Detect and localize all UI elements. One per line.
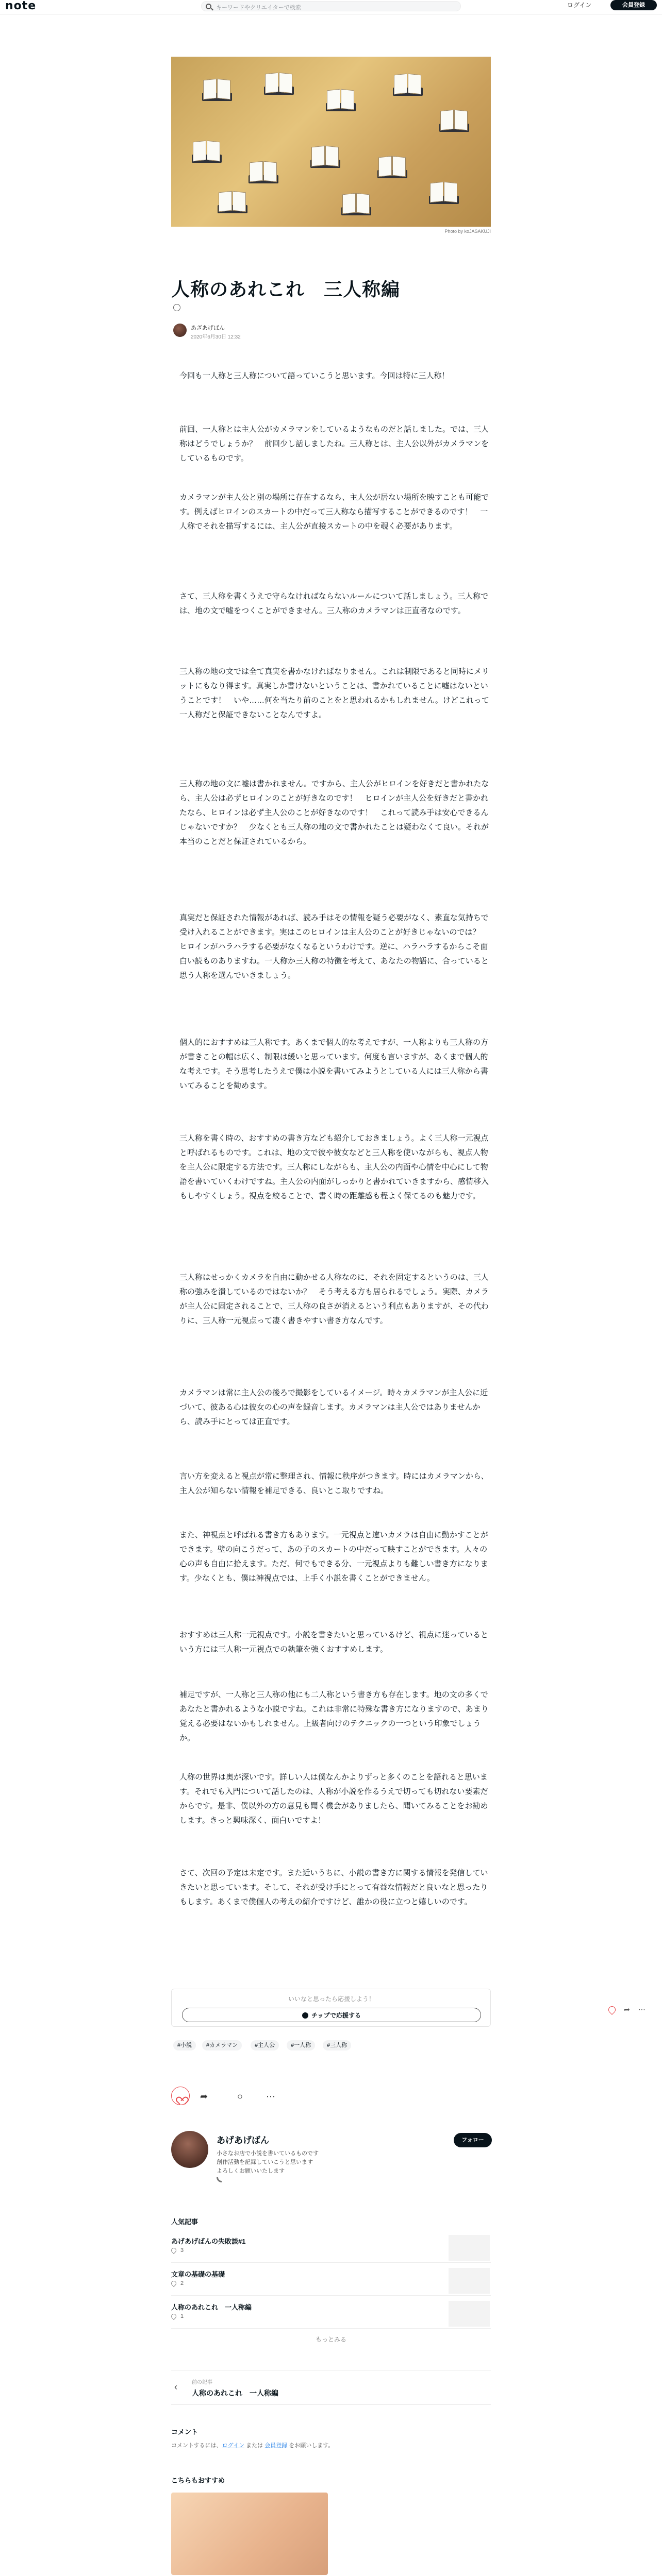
rss-icon[interactable] <box>217 2177 222 2182</box>
comments-signup-link[interactable]: 会員登録 <box>264 2443 288 2449</box>
body-paragraph: さて、次回の予定は未定です。また近いうちに、小説の書き方に関する情報を発信していきたいと思っています。そして、それが受け手にとって有益な情報だと良いなと思ったりもします。あくまで僕個人の考えの紹介ですけど、誰かの役に立つと嬉しいのです。 <box>179 1869 488 1906</box>
like-button[interactable] <box>171 2087 190 2105</box>
comments-heading: コメント <box>171 2428 198 2436</box>
body-paragraph: 今回も一人称と三人称について語っていこうと思います。今回は特に三人称！ <box>179 371 450 380</box>
body-paragraph: 個人的におすすめは三人称です。あくまで個人的な考えですが、一人称よりも三人称の方が書きことの幅は広く、制限は緩いと思っています。何度も言いますが、あくまで個人的な考えです。そう思考したうえで僕は小説を書いてみようとしている人には三人称から書いてみることを勧めます。 <box>179 1038 488 1090</box>
author-name[interactable]: あざあげばん <box>191 325 225 331</box>
popular-thumbnail <box>449 2301 490 2327</box>
tip-icon <box>302 2012 308 2019</box>
popular-item-title: 人称のあれこれ 一人称編 <box>171 2303 252 2311</box>
tag[interactable]: #カメラマン <box>202 2040 242 2050</box>
popular-item-likes: 1 <box>180 2313 184 2319</box>
popular-item-likes: 2 <box>180 2280 184 2286</box>
post-date: 2020年6月30日 12:32 <box>191 334 241 340</box>
tag[interactable]: #小説 <box>173 2040 196 2050</box>
body-paragraph: 補足ですが、一人称と三人称の他にも二人称という書き方も存在します。地の文の多くであなたと書かれるような小説ですね。これは非常に特殊な書き方になりますので、あまり覚える必要はないかもしれません。上級者向けのテクニックの一つという印象でしょうか。 <box>179 1690 489 1742</box>
body-paragraph: 三人称の地の文に嘘は書かれません。ですから、主人公がヒロインを好きだと書かれたなら、主人公は必ずヒロインのことが好きなのです！ ヒロインが主人公を好きだと書かれたなら、ヒロインは必ず主人公のことが好きなのです！ これって読み手は安心できるんじゃないですか？ 少なくとも三人称の地の文で書かれたことは疑わなくて良い。それが本当のことだと保証されているから。 <box>179 779 489 846</box>
hero-image <box>171 57 491 227</box>
comments-login-link[interactable]: ログイン <box>222 2443 245 2449</box>
body-paragraph: また、神視点と呼ばれる書き方もあります。一元視点と違いカメラは自由に動かすことができます。壁の向こうだって、あの子のスカートの中だって映すことができます。人々の心の声も自由に拾えます。ただ、何でもできる分、一元視点よりも難しい書き方になります。少なくとも、僕は神視点では、上手く小説を書くことができません。 <box>179 1531 488 1583</box>
top-bar <box>0 0 662 14</box>
more-icon[interactable]: ⋯ <box>266 2091 275 2102</box>
creator-avatar[interactable] <box>171 2131 208 2168</box>
book-icon <box>218 190 247 212</box>
recommend-heading: こちらもおすすめ <box>171 2477 225 2484</box>
share-icon[interactable]: ➦ <box>624 2005 630 2013</box>
body-paragraph: 言い方を変えると視点が常に整理され、情報に秩序がつきます。時にはカメラマンから、主人公が知らない情報を補足できる、良いとこ取りですね。 <box>179 1472 489 1495</box>
prev-article[interactable] <box>171 2370 491 2405</box>
book-icon <box>192 139 222 162</box>
creator-bio: 小さなお店で小説を書いているものです 創作活動を記録していこうと思います よろしくお願いいたします <box>217 2150 319 2174</box>
body-paragraph: 真実だと保証された情報があれば、読み手はその情報を疑う必要がなく、素直な気持ちで受け入れることができます。実はこのヒロインは主人公のことが好きじゃないのでは？ ヒロインがハラハラする必要がなくなるというわけです。逆に、ハラハラするからこそ面白い読ものありますね。一人称か三人称の特徴を考えて、あなたの物語に、合っていると思う人称を選んでいきましょう。 <box>179 913 489 980</box>
chevron-left-icon: ‹ <box>174 2382 177 2392</box>
tag[interactable]: #主人公 <box>251 2040 279 2050</box>
membership-icon <box>173 304 180 311</box>
book-icon <box>264 71 294 94</box>
more-icon[interactable]: ⋯ <box>638 2005 646 2013</box>
book-icon <box>341 192 371 214</box>
signup-button[interactable]: 会員登録 <box>610 0 657 10</box>
follow-button[interactable]: フォロー <box>454 2133 492 2147</box>
body-paragraph: 三人称を書く時の、おすすめの書き方なども紹介しておきましょう。よく三人称一元視点と呼ばれるものです。これは、地の文で彼や彼女などと三人称を使いながらも、視点人物を主人公に限定する方法です。三人称にしながらも、主人公の内面や心情を中心にして物語を書いていくわけですね。主人公の内面がしっかりと書かれていきますから、感情移入もしやすくしょう。視点を絞ることで、書く時の距離感も程よく保てるのも魅力です。 <box>179 1134 489 1200</box>
card-image <box>334 2493 491 2575</box>
popular-thumbnail <box>449 2235 490 2261</box>
support-box <box>171 1989 491 2027</box>
tip-button[interactable] <box>182 2008 481 2022</box>
body-paragraph: 人称の世界は奥が深いです。詳しい人は僕なんかよりずっと多くのことを語れると思います。それでも入門について話したのは、人称が小説を作るうえで切っても切れない要素だからです。是非、僕以外の方の意見も聞く機会がありましたら、聞いてみることをお勧めします。きっと興味深く、面白いですよ！ <box>179 1773 488 1825</box>
card-image <box>171 2493 328 2575</box>
book-icon <box>310 144 340 167</box>
popular-thumbnail <box>449 2268 490 2294</box>
book-icon <box>439 108 469 131</box>
book-icon <box>202 77 232 100</box>
tag[interactable]: #三人称 <box>323 2040 351 2050</box>
body-paragraph: 三人称の地の文では全て真実を書かなければなりません。これは制限であると同時にメリットにもなり得ます。真実しか書けないということは、書かれていることに嘘はないということです！ いや……何を当たり前のことをと思われるかもしれません。けどこれって一人称だと保証できないことなんですよ。 <box>179 667 489 719</box>
popular-item-title: 文章の基礎の基礎 <box>171 2270 225 2278</box>
login-button[interactable]: ログイン <box>567 2 592 9</box>
body-paragraph: カメラマンが主人公と別の場所に存在するなら、主人公が居ない場所を映すことも可能です。例えばヒロインのスカートの中だって三人称なら描写することができるのです！ 一人称でそれを描写するには、主人公が直接スカートの中を覗く必要があります。 <box>179 493 489 531</box>
creator-name[interactable]: あげあげばん <box>217 2136 269 2145</box>
comment-icon[interactable]: ○ <box>237 2091 243 2102</box>
photo-credit: Photo by koJASAKUJI <box>444 229 491 234</box>
popular-item-likes: 3 <box>180 2247 184 2253</box>
comments-login-prompt <box>171 2441 334 2449</box>
share-icon[interactable]: ➦ <box>200 2091 208 2102</box>
popular-item-title: あげあげばんの失敗談#1 <box>171 2238 246 2245</box>
popular-heading: 人気記事 <box>171 2218 198 2226</box>
heart-icon <box>177 2093 185 2100</box>
body-paragraph: さて、三人称を書くうえで守らなければならないルールについて話しましょう。三人称では、地の文で嘘をつくことができません。三人称のカメラマンは正直者なのです。 <box>179 592 489 615</box>
heart-icon <box>170 2313 177 2320</box>
body-paragraph: カメラマンは常に主人公の後ろで撮影をしているイメージ。時々カメラマンが主人公に近づいて、彼ある心は彼女の心の声を録音します。カメラマンは主人公ではありませんから、読み手にとっては正直です。 <box>179 1388 488 1426</box>
note-logo[interactable]: note <box>5 0 37 12</box>
book-icon <box>326 88 356 110</box>
book-icon <box>429 180 459 203</box>
author-avatar[interactable] <box>173 324 187 337</box>
search-placeholder: キーワードやクリエイターで検索 <box>216 5 301 11</box>
body-paragraph: おすすめは三人称一元視点です。小説を書きたいと思っているけど、視点に迷っているという方には三人称一元視点での執筆を強くおすすめします。 <box>179 1631 488 1654</box>
search-input[interactable] <box>201 1 461 11</box>
tip-button-label: チップで応援する <box>311 2012 361 2019</box>
book-icon <box>393 72 423 95</box>
comments-text: または <box>244 2443 265 2449</box>
heart-icon <box>170 2280 177 2287</box>
tag[interactable]: #一人称 <box>287 2040 315 2050</box>
book-icon <box>377 155 407 177</box>
popular-item[interactable] <box>171 2233 491 2263</box>
body-paragraph: 前回、一人称とは主人公がカメラマンをしているようなものだと話しました。では、三人称はどうでしょうか？ 前回少し話しましたね。三人称とは、主人公以外がカメラマンをしているものです。 <box>179 425 489 463</box>
comments-text: をお願いします。 <box>287 2443 334 2449</box>
search-icon <box>206 4 211 9</box>
heart-icon <box>170 2247 177 2254</box>
support-message: いいなと思ったら応援しよう！ <box>288 1995 375 2003</box>
body-paragraph: 三人称はせっかくカメラを自由に動かせる人称なのに、それを固定するというのは、三人称の強みを潰しているのではないか？ そう考える方も居られるでしょう。実際、カメラが主人公に固定されることで、三人称の良さが消えるという利点もありますが、その代わりに、三人称一元視点って凄く書きやすい書き方なんです。 <box>179 1273 489 1325</box>
prev-article-label: 前の記事 <box>192 2380 212 2385</box>
book-icon <box>249 160 278 182</box>
more-link[interactable]: もっとみる <box>315 2336 346 2343</box>
heart-icon[interactable] <box>607 2005 617 2015</box>
article-title: 人称のあれこれ 三人称編 <box>171 279 401 300</box>
prev-article-title: 人称のあれこれ 一人称編 <box>192 2389 278 2397</box>
comments-text: コメントするには、 <box>171 2443 222 2449</box>
popular-item[interactable] <box>171 2299 491 2329</box>
popular-item[interactable] <box>171 2266 491 2296</box>
